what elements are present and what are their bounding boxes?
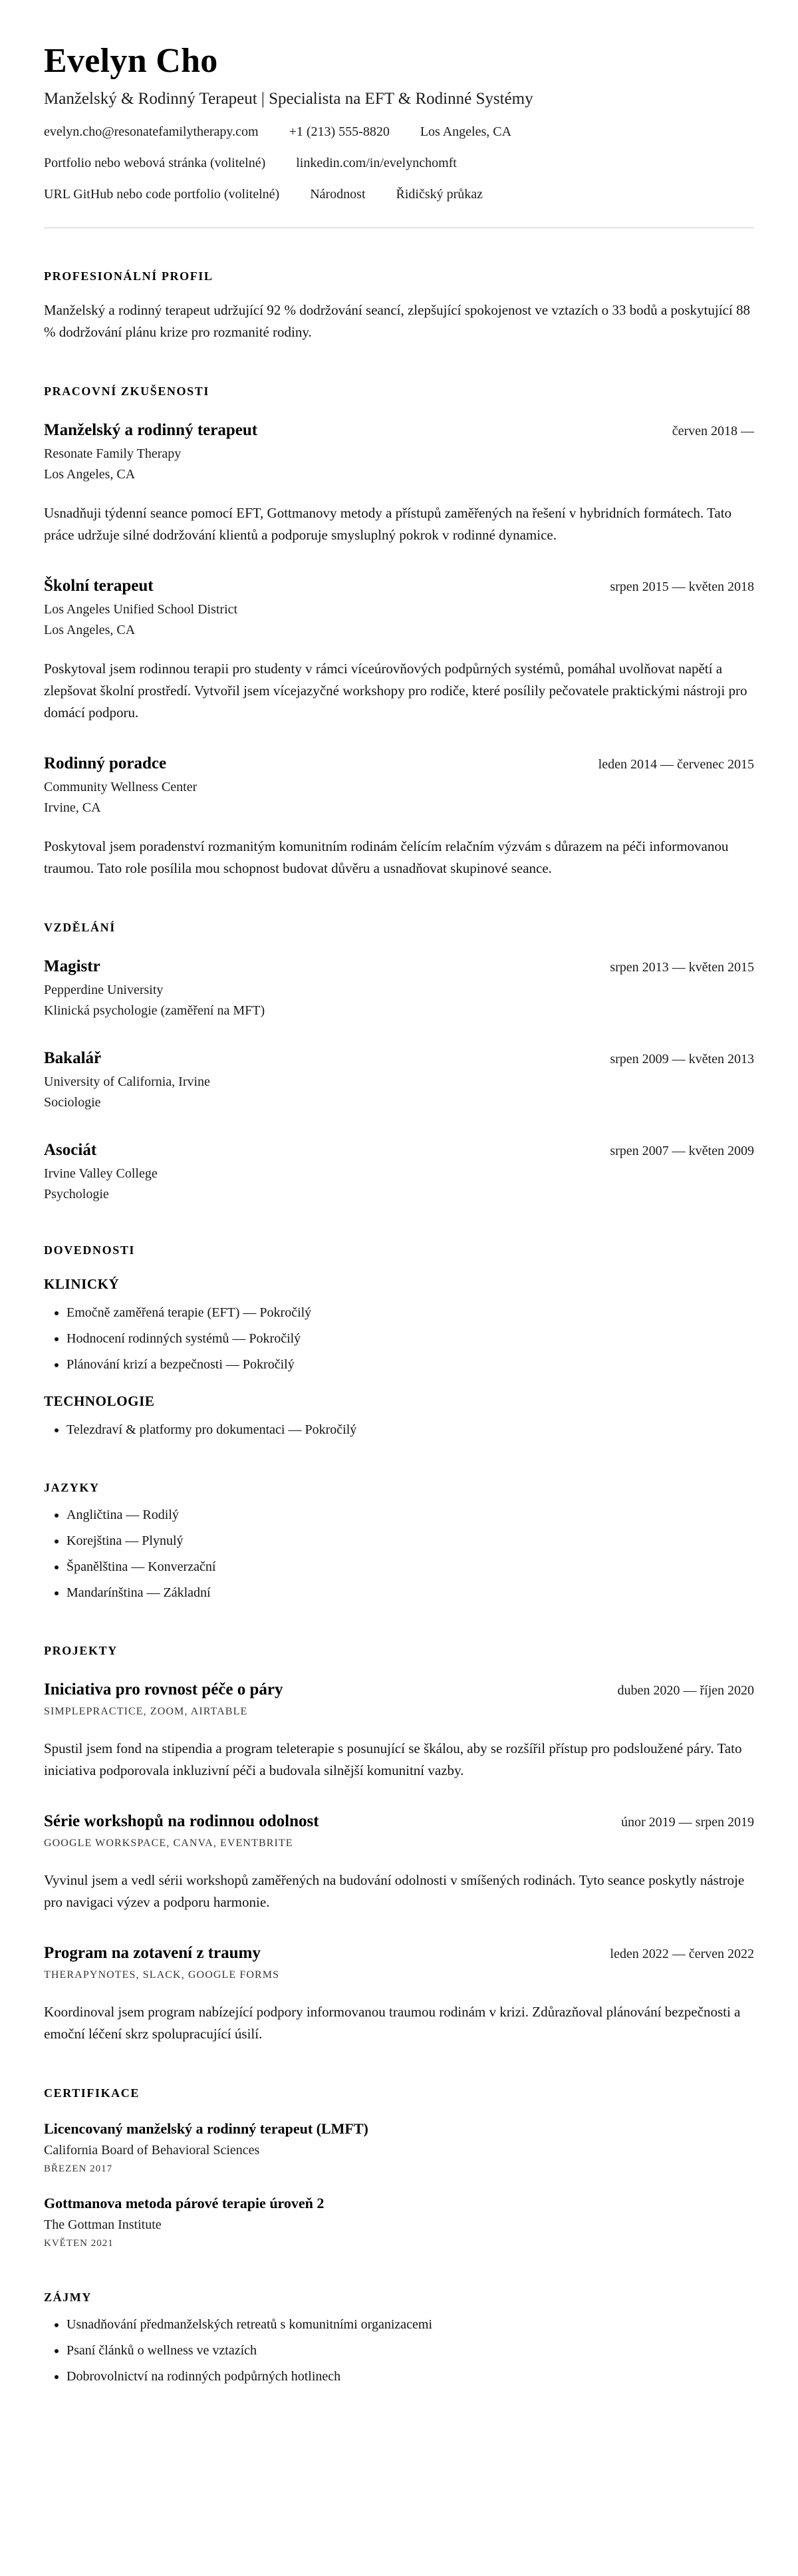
certifications-heading: CERTIFIKACE (44, 2086, 140, 2100)
candidate-name: Evelyn Cho (44, 42, 218, 80)
project-entry-2 (44, 1812, 754, 1913)
field-of-study: Psychologie (44, 1186, 109, 1202)
contact-row-3 (44, 187, 754, 202)
certification-entry-2 (44, 2195, 754, 2249)
certification-issuer: California Board of Behavioral Sciences (44, 2142, 260, 2158)
education-entry-1 (44, 957, 754, 1019)
project-description: Vyvinul jsem a vedl sérii workshopů zaměřených na budování odolnosti v smíšených rodinách. Tyto seance poskytly nástroje pro navigaci výzev a podporu harmonie. (44, 1871, 745, 1910)
job-entry-1 (44, 421, 754, 546)
skill-item: • Plánování krizí a bezpečnosti — Pokročilý (66, 1355, 754, 1374)
job-dates: leden 2014 — červenec 2015 (598, 756, 754, 772)
contact-github: URL GitHub nebo code portfolio (volitelné) (44, 187, 280, 202)
degree-title: Bakalář (44, 1048, 102, 1067)
skill-item: • Telezdraví & platformy pro dokumentaci — Pokročilý (66, 1420, 754, 1440)
education-entry-3 (44, 1141, 754, 1202)
contact-phone: +1 (213) 555-8820 (289, 124, 390, 139)
interests-heading: ZÁJMY (44, 2290, 92, 2304)
job-entry-head (44, 421, 754, 440)
section-interests (44, 2291, 754, 2386)
project-description: Koordinoval jsem program nabízející podpory informovanou traumou rodinám v krizi. Zdůrazňoval plánování bezpečnosti a emoční léčení skrz spolupracující úsilí. (44, 2003, 741, 2042)
job-location: Irvine, CA (44, 800, 101, 815)
project-title: Série workshopů na rodinnou odolnost (44, 1812, 319, 1830)
experience-heading: PRACOVNÍ ZKUŠENOSTI (44, 384, 209, 398)
job-description: Poskytoval jsem rodinnou terapii pro studenty v rámci víceúrovňových podpůrných systémů, pomáhal uvolňovat napětí a zlepšovat školní prostředí. Vytvořil jsem vícejazyčné workshopy pro rodiče, které posílily pečovatele praktickými nástroji pro domácí podporu. (44, 660, 747, 721)
skills-heading: DOVEDNOSTI (44, 1243, 136, 1257)
project-tools: GOOGLE WORKSPACE, CANVA, EVENTBRITE (44, 1837, 293, 1849)
profile-heading: PROFESIONÁLNÍ PROFIL (44, 269, 213, 283)
profile-text: Manželský a rodinný terapeut udržující 92 % dodržování seancí, zlepšující spokojenost ve vztazích o 33 bodů a poskytující 88 % dodržování plánu krize pro rozmanité rodiny. (44, 302, 750, 340)
language-item: • Mandarínština — Základní (66, 1583, 754, 1603)
project-description: Spustil jsem fond na stipendia a program teleterapie s posunující se škálou, aby se rozšířil přístup pro podsloužené páry. Tato iniciativa podporovala inkluzivní péči a budovala silnější komunitní vazby. (44, 1740, 742, 1778)
skills-list-technology (44, 1420, 754, 1440)
section-languages (44, 1481, 754, 1603)
resume-header (44, 41, 754, 202)
field-of-study: Klinická psychologie (zaměření na MFT) (44, 1003, 265, 1018)
certification-date: BŘEZEN 2017 (44, 2163, 113, 2174)
skills-list-clinical (44, 1303, 754, 1374)
project-dates: únor 2019 — srpen 2019 (621, 1814, 754, 1830)
contact-location: Los Angeles, CA (420, 124, 512, 139)
section-projects (44, 1644, 754, 2045)
job-description: Poskytoval jsem poradenství rozmanitým komunitním rodinám čelícím relačním výzvám s důrazem na péči informovanou traumou. Tato role posílila mou schopnost budovat důvěru a usnadňovat skupinové seance. (44, 838, 729, 876)
school-name: Pepperdine University (44, 982, 164, 997)
language-item: • Angličtina — Rodilý (66, 1506, 754, 1525)
degree-dates: srpen 2013 — květen 2015 (610, 959, 754, 975)
school-name: Irvine Valley College (44, 1166, 158, 1181)
certification-date: KVĚTEN 2021 (44, 2237, 114, 2249)
education-heading: VZDĚLÁNÍ (44, 920, 116, 934)
contact-row-1 (44, 124, 754, 140)
degree-dates: srpen 2007 — květen 2009 (610, 1143, 754, 1158)
education-entry-head (44, 1141, 754, 1160)
degree-title: Asociát (44, 1140, 97, 1159)
job-company: Community Wellness Center (44, 779, 198, 794)
project-tools: SIMPLEPRACTICE, ZOOM, AIRTABLE (44, 1705, 248, 1717)
language-item: • Korejština — Plynulý (66, 1531, 754, 1551)
project-title: Iniciativa pro rovnost péče o páry (44, 1680, 283, 1698)
interest-item: • Dobrovolnictví na rodinných podpůrných hotlinech (66, 2367, 754, 2386)
section-certifications (44, 2086, 754, 2249)
project-entry-head (44, 1944, 754, 1963)
project-title: Program na zotavení z traumy (44, 1943, 261, 1962)
project-entry-3 (44, 1944, 754, 2045)
education-entry-head (44, 957, 754, 976)
skill-item: • Emočně zaměřená terapie (EFT) — Pokročilý (66, 1303, 754, 1323)
job-entry-3 (44, 754, 754, 880)
section-education (44, 921, 754, 1202)
projects-heading: PROJEKTY (44, 1643, 118, 1657)
project-dates: leden 2022 — červen 2022 (610, 1946, 754, 1961)
job-dates: srpen 2015 — květen 2018 (610, 579, 754, 594)
project-entry-1 (44, 1681, 754, 1782)
certification-name: Licencovaný manželský a rodinný terapeut (LMFT) (44, 2120, 368, 2137)
job-entry-head (44, 754, 754, 773)
section-experience (44, 385, 754, 880)
job-dates: červen 2018 — (672, 423, 754, 438)
contact-row-2 (44, 156, 754, 171)
interests-list (44, 2315, 754, 2386)
job-entry-head (44, 577, 754, 595)
education-entry-2 (44, 1049, 754, 1110)
job-title: Rodinný poradce (44, 754, 167, 772)
skills-group-technology: TECHNOLOGIE (44, 1392, 155, 1409)
school-name: University of California, Irvine (44, 1074, 210, 1089)
degree-title: Magistr (44, 957, 100, 975)
interest-item: • Psaní článků o wellness ve vztazích (66, 2341, 754, 2360)
job-company: Resonate Family Therapy (44, 446, 182, 461)
job-company: Los Angeles Unified School District (44, 601, 238, 617)
skill-item: • Hodnocení rodinných systémů — Pokročilý (66, 1329, 754, 1349)
job-title: Manželský a rodinný terapeut (44, 420, 258, 439)
interest-item: • Usnadňování předmanželských retreatů s komunitními organizacemi (66, 2315, 754, 2334)
certification-entry-1 (44, 2120, 754, 2175)
language-item: • Španělština — Konverzační (66, 1557, 754, 1577)
project-entry-head (44, 1812, 754, 1831)
project-dates: duben 2020 — říjen 2020 (617, 1683, 754, 1698)
section-skills (44, 1243, 754, 1440)
contact-email: evelyn.cho@resonatefamilytherapy.com (44, 124, 259, 139)
degree-dates: srpen 2009 — květen 2013 (610, 1051, 754, 1066)
languages-heading: JAZYKY (44, 1480, 100, 1494)
certification-name: Gottmanova metoda párové terapie úroveň 2 (44, 2194, 325, 2211)
languages-list (44, 1506, 754, 1603)
education-entry-head (44, 1049, 754, 1068)
field-of-study: Sociologie (44, 1094, 101, 1110)
job-entry-2 (44, 577, 754, 724)
contact-driving-license: Řidičský průkaz (396, 187, 483, 202)
project-entry-head (44, 1681, 754, 1699)
contact-nationality: Národnost (310, 187, 366, 202)
job-location: Los Angeles, CA (44, 622, 136, 637)
certification-issuer: The Gottman Institute (44, 2217, 162, 2232)
project-tools: THERAPYNOTES, SLACK, GOOGLE FORMS (44, 1969, 280, 1981)
contact-linkedin: linkedin.com/in/evelynchomft (296, 156, 457, 170)
candidate-title: Manželský & Rodinný Terapeut | Specialista na EFT & Rodinné Systémy (44, 90, 533, 108)
contact-website: Portfolio nebo webová stránka (volitelné) (44, 156, 266, 170)
section-profile (44, 269, 754, 343)
job-description: Usnadňuji týdenní seance pomocí EFT, Gottmanovy metody a přístupů zaměřených na řešení v hybridních formátech. Tato práce udržuje silné dodržování klientů a podporuje smysluplný pokrok v rodinné dynamice. (44, 504, 732, 543)
skills-group-clinical: KLINICKÝ (44, 1275, 120, 1292)
job-location: Los Angeles, CA (44, 466, 136, 482)
job-title: Školní terapeut (44, 576, 154, 595)
